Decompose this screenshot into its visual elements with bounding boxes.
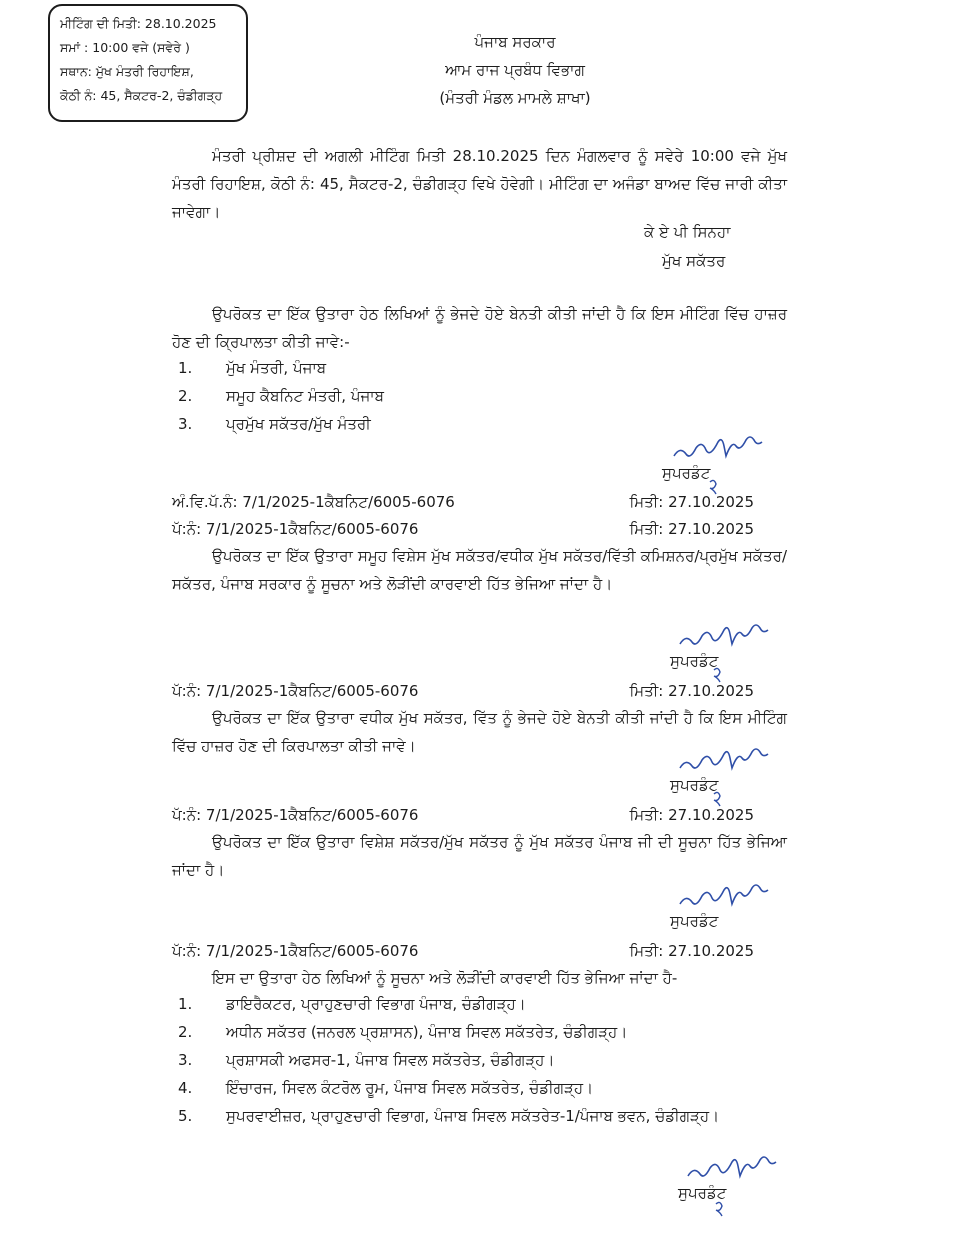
- reference-number: ਅੰ.ਵਿ.ਪੱ.ਨੰ: 7/1/2025-1ਕੈਬਨਿਟ/6005-6076: [172, 493, 455, 511]
- reference-number: ਪੱ:ਨੰ: 7/1/2025-1ਕੈਬਨਿਟ/6005-6076: [172, 682, 419, 700]
- department-name: ਆਮ ਰਾਜ ਪ੍ਰਬੰਧ ਵਿਭਾਗ: [445, 61, 585, 79]
- section1-paragraph: ਉਪਰੋਕਤ ਦਾ ਇੱਕ ਉਤਾਰਾ ਹੇਠ ਲਿਖਿਆਂ ਨੂੰ ਭੇਜਦੇ ਹੋਏ ਬੇਨਤੀ ਕੀਤੀ ਜਾਂਦੀ ਹੈ ਕਿ ਇਸ ਮੀਟਿੰਗ ਵਿੱਚ ਹਾਜ਼ਰ ਹੋਣ ਦੀ ਕ੍ਰਿਪਾਲਤਾ ਕੀਤੀ ਜਾਵੇ:-: [172, 305, 787, 351]
- superintendent-signature-2: ਸੁਪਰਡੰਟ: [668, 624, 798, 686]
- section5-paragraph: ਇਸ ਦਾ ਉਤਾਰਾ ਹੇਠ ਲਿਖਿਆਂ ਨੂੰ ਸੂਚਨਾ ਅਤੇ ਲੋੜੀਂਦੀ ਕਾਰਵਾਈ ਹਿੱਤ ਭੇਜਿਆ ਜਾਂਦਾ ਹੈ-: [212, 969, 678, 987]
- meeting-info-box: [48, 4, 248, 122]
- meeting-address: ਕੋਠੀ ਨੰ: 45, ਸੈਕਟਰ-2, ਚੰਡੀਗੜ੍ਹ: [60, 88, 223, 103]
- reference-date: ਮਿਤੀ: 27.10.2025: [629, 682, 754, 700]
- reference-date: ਮਿਤੀ: 27.10.2025: [629, 493, 754, 511]
- section3-paragraph: ਉਪਰੋਕਤ ਦਾ ਇੱਕ ਉਤਾਰਾ ਵਧੀਕ ਮੁੱਖ ਸਕੱਤਰ, ਵਿੱਤ ਨੂੰ ਭੇਜਦੇ ਹੋਏ ਬੇਨਤੀ ਕੀਤੀ ਜਾਂਦੀ ਹੈ ਕਿ ਇਸ ਮੀਟਿੰਗ ਵਿੱਚ ਹਾਜ਼ਰ ਹੋਣ ਦੀ ਕਿਰਪਾਲਤਾ ਕੀਤੀ ਜਾਵੇ।: [172, 709, 787, 755]
- signatory-title: ਮੁੱਖ ਸਕੱਤਰ: [662, 252, 726, 270]
- section4-paragraph: ਉਪਰੋਕਤ ਦਾ ਇੱਕ ਉਤਾਰਾ ਵਿਸ਼ੇਸ਼ ਸਕੱਤਰ/ਮੁੱਖ ਸਕੱਤਰ ਨੂੰ ਮੁੱਖ ਸਕੱਤਰ ਪੰਜਾਬ ਜੀ ਦੀ ਸੂਚਨਾ ਹਿੱਤ ਭੇਜਿਆ ਜਾਂਦਾ ਹੈ।: [172, 833, 787, 879]
- reference-line-4: [172, 803, 754, 827]
- reference-date: ਮਿਤੀ: 27.10.2025: [629, 806, 754, 824]
- superintendent-signature-4: ਸੁਪਰਡੰਟ: [668, 884, 798, 946]
- reference-number: ਪੱ:ਨੰ: 7/1/2025-1ਕੈਬਨਿਟ/6005-6076: [172, 520, 419, 538]
- meeting-date: ਮੀਟਿੰਗ ਦੀ ਮਿਤੀ: 28.10.2025: [60, 16, 217, 31]
- reference-line-2: [172, 517, 754, 541]
- reference-date: ਮਿਤੀ: 27.10.2025: [629, 942, 754, 960]
- meeting-time: ਸਮਾਂ : 10:00 ਵਜੇ (ਸਵੇਰੇ ): [60, 40, 190, 55]
- branch-name: (ਮੰਤਰੀ ਮੰਡਲ ਮਾਮਲੇ ਸ਼ਾਖਾ): [439, 89, 591, 107]
- meeting-venue: ਸਥਾਨ: ਮੁੱਖ ਮੰਤਰੀ ਰਿਹਾਇਸ਼,: [60, 64, 194, 79]
- letterhead: [380, 28, 650, 112]
- reference-line-ab: [172, 490, 754, 514]
- reference-number: ਪੱ:ਨੰ: 7/1/2025-1ਕੈਬਨਿਟ/6005-6076: [172, 942, 419, 960]
- signatory-name: ਕੇ ਏ ਪੀ ਸਿਨਹਾ: [644, 223, 731, 241]
- reference-date: ਮਿਤੀ: 27.10.2025: [629, 520, 754, 538]
- superintendent-signature-1: ਸੁਪਰਡੰਟ: [660, 436, 790, 498]
- superintendent-signature-3: ਸੁਪਰਡੰਟ: [668, 748, 798, 810]
- reference-line-5: [172, 939, 754, 963]
- document-page: ਮੀਟਿੰਗ ਦੀ ਮਿਤੀ: 28.10.2025 ਸਮਾਂ : 10:00 ਵਜੇ (ਸਵੇਰੇ ) ਸਥਾਨ: ਮੁੱਖ ਮੰਤਰੀ ਰਿਹਾਇਸ਼, ਕੋਠੀ ਨੰ: 45, ਸੈਕਟਰ-2, ਚੰਡੀਗੜ੍ਹ ਪੰਜਾਬ ਸਰਕਾਰ ਆਮ ਰਾਜ ਪ੍ਰਬੰਧ ਵਿਭਾਗ (ਮੰਤਰੀ ਮੰਡਲ ਮਾਮਲੇ ਸ਼ਾਖਾ) ਮੰਤਰੀ ਪ੍ਰੀਸ਼ਦ ਦੀ ਅਗਲੀ ਮੀਟਿੰਗ ਮਿਤੀ 28.10.2025 ਦਿਨ ਮੰਗਲਵਾਰ ਨੂੰ ਸਵੇਰੇ 10:00 ਵਜੇ ਮੁੱਖ ਮੰਤਰੀ ਰਿਹਾਇਸ਼, ਕੋਠੀ ਨੰ: 45, ਸੈਕਟਰ-2, ਚੰਡੀਗੜ੍ਹ ਵਿਖੇ ਹੋਵੇਗੀ। ਮੀਟਿੰਗ ਦਾ ਅਜੰਡਾ ਬਾਅਦ ਵਿੱਚ ਜਾਰੀ ਕੀਤਾ ਜਾਵੇਗਾ। ਕੇ ਏ ਪੀ ਸਿਨਹਾ ਮੁੱਖ ਸਕੱਤਰ ਉਪਰੋਕਤ ਦਾ ਇੱਕ ਉਤਾਰਾ ਹੇਠ ਲਿਖਿਆਂ ਨੂੰ ਭੇਜਦੇ ਹੋਏ ਬੇਨਤੀ ਕੀਤੀ ਜਾਂਦੀ ਹੈ ਕਿ ਇਸ ਮੀਟਿੰਗ ਵਿੱਚ ਹਾਜ਼ਰ ਹੋਣ ਦੀ ਕ੍ਰਿਪਾਲਤਾ ਕੀਤੀ ਜਾਵੇ:- 1. ਮੁੱਖ ਮੰਤਰੀ, ਪੰਜਾਬ 2. ਸਮੂਹ ਕੈਬਨਿਟ ਮੰਤਰੀ, ਪੰਜਾਬ 3. ਪ੍ਰਮੁੱਖ ਸਕੱਤਰ/ਮੁੱਖ ਮੰਤਰੀ ਸੁਪਰਡੰਟ ਅੰ.ਵਿ.ਪੱ.ਨੰ: 7/1/2025-1ਕੈਬਨਿਟ/6005-6076 ਮਿਤੀ: 27.10.2025 ਪੱ:ਨੰ: 7/1/2025-1ਕੈਬਨਿਟ/6005-6076 ਮਿਤੀ: 27.10.2025 ਉਪਰੋਕਤ ਦਾ ਇੱਕ ਉਤਾਰਾ ਸਮੂਹ ਵਿਸ਼ੇਸ ਮੁੱਖ ਸਕੱਤਰ/ਵਧੀਕ ਮੁੱਖ ਸਕੱਤਰ/ਵਿੱਤੀ ਕਮਿਸ਼ਨਰ/ਪ੍ਰਮੁੱਖ ਸਕੱਤਰ/ਸਕੱਤਰ, ਪੰਜਾਬ ਸਰਕਾਰ ਨੂੰ ਸੂਚਨਾ ਅਤੇ ਲੋੜੀਂਦੀ ਕਾਰਵਾਈ ਹਿੱਤ ਭੇਜਿਆ ਜਾਂਦਾ ਹੈ। ਸੁਪਰਡੰਟ ਪੱ:ਨੰ: 7/1/2025-1ਕੈਬਨਿਟ/6005-6076 ਮਿਤੀ: 27.10.2025 ਉਪਰੋਕਤ ਦਾ ਇੱਕ ਉਤਾਰਾ ਵਧੀਕ ਮੁੱਖ ਸਕੱਤਰ, ਵਿੱਤ ਨੂੰ ਭੇਜਦੇ ਹੋਏ ਬੇਨਤੀ ਕੀਤੀ ਜਾਂਦੀ ਹੈ ਕਿ ਇਸ ਮੀਟਿੰਗ ਵਿੱਚ ਹਾਜ਼ਰ ਹੋਣ ਦੀ ਕਿਰਪਾਲਤਾ ਕੀਤੀ ਜਾਵੇ। ਸੁਪਰਡੰਟ ਪੱ:ਨੰ: 7/1/2025-1ਕੈਬਨਿਟ/6005-6076 ਮਿਤੀ: 27.10.2025 ਉਪਰੋਕਤ ਦਾ ਇੱਕ ਉਤਾਰਾ ਵਿਸ਼ੇਸ਼ ਸਕੱਤਰ/ਮੁੱਖ ਸਕੱਤਰ ਨੂੰ ਮੁੱਖ ਸਕੱਤਰ ਪੰਜਾਬ ਜੀ ਦੀ ਸੂਚਨਾ ਹਿੱਤ ਭੇਜਿਆ ਜਾਂਦਾ ਹੈ। ਸੁਪਰਡੰਟ ਪੱ:ਨੰ: 7/1/2025-1ਕੈਬਨਿਟ/6005-6076 ਮਿਤੀ: 27.10.2025 ਇਸ ਦਾ ਉਤਾਰਾ ਹੇਠ ਲਿਖਿਆਂ ਨੂੰ ਸੂਚਨਾ ਅਤੇ ਲੋੜੀਂਦੀ ਕਾਰਵਾਈ ਹਿੱਤ ਭੇਜਿਆ ਜਾਂਦਾ ਹੈ- 1. ਡਾਇਰੈਕਟਰ, ਪ੍ਰਾਹੁਣਚਾਰੀ ਵਿਭਾਗ ਪੰਜਾਬ, ਚੰਡੀਗੜ੍ਹ। 2. ਅਧੀਨ ਸਕੱਤਰ (ਜਨਰਲ ਪ੍ਰਸ਼ਾਸਨ), ਪੰਜਾਬ ਸਿਵਲ ਸਕੱਤਰੇਤ, ਚੰਡੀਗੜ੍ਹ। 3. ਪ੍ਰਸ਼ਾਸਕੀ ਅਫਸਰ-1, ਪੰਜਾਬ ਸਿਵਲ ਸਕੱਤਰੇਤ, ਚੰਡੀਗੜ੍ਹ। 4. ਇੰਚਾਰਜ, ਸਿਵਲ ਕੰਟਰੋਲ ਰੂਮ, ਪੰਜਾਬ ਸਿਵਲ ਸਕੱਤਰੇਤ, ਚੰਡੀਗੜ੍ਹ। 5. ਸੁਪਰਵਾਈਜ਼ਰ, ਪ੍ਰਾਹੁਣਚਾਰੀ ਵਿਭਾਗ, ਪੰਜਾਬ ਸਿਵਲ ਸਕੱਤਰੇਤ-1/ਪੰਜਾਬ ਭਵਨ, ਚੰਡੀਗੜ੍ਹ। ਸੁਪਰਡੰਟ: [0, 0, 972, 1241]
- reference-number: ਪੱ:ਨੰ: 7/1/2025-1ਕੈਬਨਿਟ/6005-6076: [172, 806, 419, 824]
- government-name: ਪੰਜਾਬ ਸਰਕਾਰ: [474, 33, 556, 51]
- superintendent-signature-5: ਸੁਪਰਡੰਟ: [676, 1156, 806, 1218]
- section2-paragraph: ਉਪਰੋਕਤ ਦਾ ਇੱਕ ਉਤਾਰਾ ਸਮੂਹ ਵਿਸ਼ੇਸ ਮੁੱਖ ਸਕੱਤਰ/ਵਧੀਕ ਮੁੱਖ ਸਕੱਤਰ/ਵਿੱਤੀ ਕਮਿਸ਼ਨਰ/ਪ੍ਰਮੁੱਖ ਸਕੱਤਰ/ਸਕੱਤਰ, ਪੰਜਾਬ ਸਰਕਾਰ ਨੂੰ ਸੂਚਨਾ ਅਤੇ ਲੋੜੀਂਦੀ ਕਾਰਵਾਈ ਹਿੱਤ ਭੇਜਿਆ ਜਾਂਦਾ ਹੈ।: [172, 547, 787, 593]
- notice-paragraph: ਮੰਤਰੀ ਪ੍ਰੀਸ਼ਦ ਦੀ ਅਗਲੀ ਮੀਟਿੰਗ ਮਿਤੀ 28.10.2025 ਦਿਨ ਮੰਗਲਵਾਰ ਨੂੰ ਸਵੇਰੇ 10:00 ਵਜੇ ਮੁੱਖ ਮੰਤਰੀ ਰਿਹਾਇਸ਼, ਕੋਠੀ ਨੰ: 45, ਸੈਕਟਰ-2, ਚੰਡੀਗੜ੍ਹ ਵਿਖੇ ਹੋਵੇਗੀ। ਮੀਟਿੰਗ ਦਾ ਅਜੰਡਾ ਬਾਅਦ ਵਿੱਚ ਜਾਰੀ ਕੀਤਾ ਜਾਵੇਗਾ।: [172, 147, 787, 221]
- reference-line-3: [172, 679, 754, 703]
- chief-secretary-signatory: [644, 218, 730, 276]
